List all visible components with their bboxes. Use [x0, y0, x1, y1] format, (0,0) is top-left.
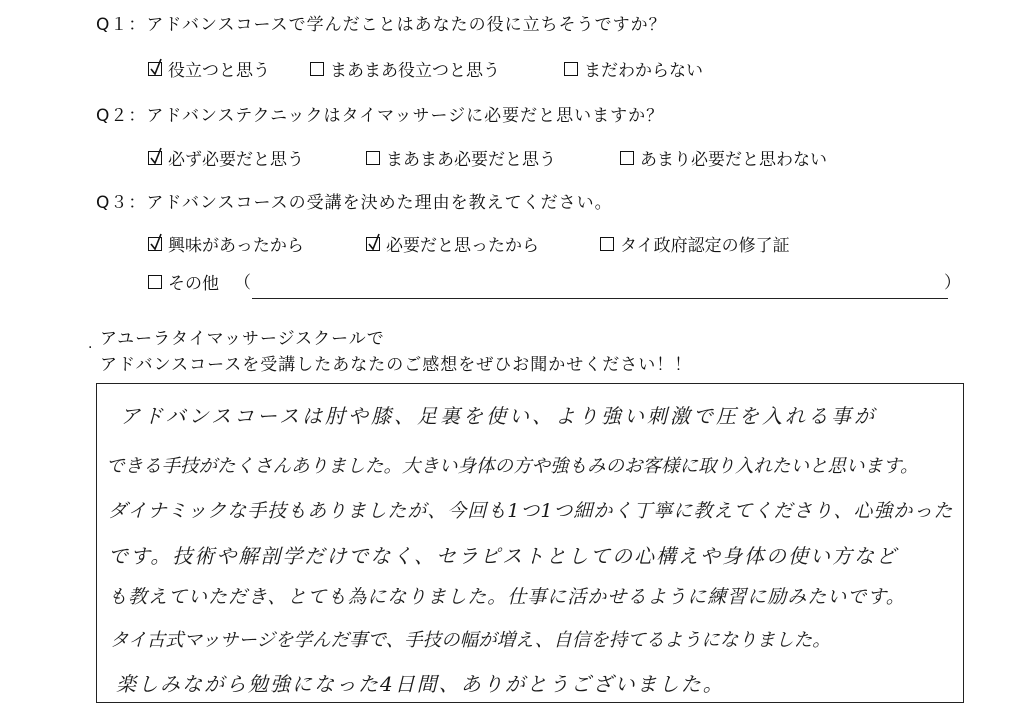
checkbox-checked[interactable]	[148, 62, 162, 76]
checkbox-checked[interactable]	[366, 237, 380, 251]
handwritten-line-7: 楽しみながら勉強になった4日間、ありがとうございました。	[116, 672, 725, 696]
option-label: あまり必要だと思わない	[640, 150, 827, 170]
handwritten-line-2: できる手技がたくさんありました。大きい身体の方や強もみのお客様に取り入れたいと思います。	[106, 456, 919, 477]
handwritten-line-5: も教えていただき、とても為になりました。仕事に活かせるように練習に励みたいです。	[108, 586, 906, 608]
other-answer-line[interactable]	[252, 298, 948, 299]
handwritten-line-6: タイ古式マッサージを学んだ事で、手技の幅が増え、自信を持てるようになりました。	[110, 630, 831, 651]
other-paren-close: ）	[944, 273, 961, 293]
q1-option-3[interactable]	[564, 56, 703, 81]
bullet-dot: .	[88, 336, 93, 352]
option-label: 必要だと思ったから	[386, 236, 539, 256]
question-2-label: Q２：アドバンステクニックはタイマッサージに必要だと思いますか？	[96, 106, 665, 126]
checkbox-unchecked[interactable]	[564, 62, 578, 76]
option-label: 役立つと思う	[168, 61, 270, 81]
checkbox-checked[interactable]	[148, 151, 162, 165]
option-label: まだわからない	[584, 61, 703, 81]
checkbox-unchecked[interactable]	[148, 275, 162, 289]
feedback-heading-line-2: アドバンスコースを受講したあなたのご感想をぜひお聞かせください！！	[100, 355, 693, 375]
question-1-label: Q１：アドバンスコースで学んだことはあなたの役に立ちそうですか？	[96, 15, 667, 35]
option-label: その他	[168, 274, 219, 294]
q2-option-2[interactable]	[366, 145, 556, 170]
q3-option-3[interactable]	[600, 231, 790, 256]
checkbox-unchecked[interactable]	[600, 237, 614, 251]
q2-option-1[interactable]	[148, 145, 304, 170]
checkbox-checked[interactable]	[148, 237, 162, 251]
q3-option-1[interactable]	[148, 231, 304, 256]
q3-option-2[interactable]	[366, 231, 539, 256]
q2-option-3[interactable]	[620, 145, 827, 170]
option-label: 必ず必要だと思う	[168, 150, 304, 170]
option-label: 興味があったから	[168, 236, 304, 256]
checkbox-unchecked[interactable]	[366, 151, 380, 165]
feedback-heading-line-1: アユーラタイマッサージスクールで	[100, 329, 385, 349]
option-label: まあまあ役立つと思う	[330, 61, 500, 81]
q3-option-other[interactable]	[148, 269, 219, 294]
checkbox-unchecked[interactable]	[620, 151, 634, 165]
q1-option-1[interactable]	[148, 56, 270, 81]
checkbox-unchecked[interactable]	[310, 62, 324, 76]
handwritten-line-4: です。技術や解剖学だけでなく、セラピストとしての心構えや身体の使い方など	[108, 544, 898, 568]
option-label: まあまあ必要だと思う	[386, 150, 556, 170]
q1-option-2[interactable]	[310, 56, 500, 81]
option-label: タイ政府認定の修了証	[620, 236, 790, 256]
other-paren-open: （	[234, 273, 251, 293]
question-3-label: Q３：アドバンスコースの受講を決めた理由を教えてください。	[96, 193, 613, 213]
handwritten-line-3: ダイナミックな手技もありましたが、今回も1つ1つ細かく丁寧に教えてくださり、心強かった	[108, 500, 954, 522]
handwritten-line-1: アドバンスコースは肘や膝、足裏を使い、より強い刺激で圧を入れる事が	[120, 404, 877, 428]
